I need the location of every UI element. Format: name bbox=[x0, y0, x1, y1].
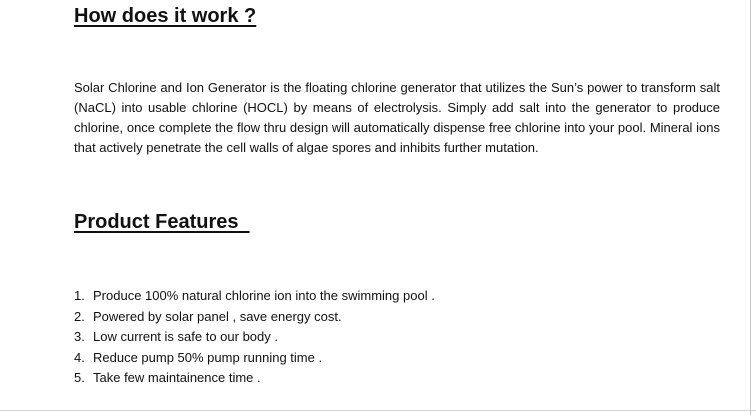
product-features-heading: Product Features bbox=[74, 211, 250, 233]
list-item bbox=[74, 307, 435, 328]
how-it-works-paragraph: Solar Chlorine and Ion Generator is the floating chlorine generator that utilizes the Sun’s power to transform salt (NaCL) into usable chlorine (HOCL) by means of electrolysis. Simply add salt into the generator to produce chlorine, once complete the flow thru design will automatically dispense free chlorine into your pool. Mineral ions that actively penetrate the cell walls of algae spores and inhibits further mutation. bbox=[74, 80, 720, 155]
features-list bbox=[74, 286, 435, 389]
list-item-text: Take few maintainence time . bbox=[93, 370, 261, 385]
page-bottom-border bbox=[0, 410, 756, 411]
list-item-text: Powered by solar panel , save energy cost. bbox=[93, 308, 342, 324]
list-item-text: Reduce pump 50% pump running time . bbox=[93, 349, 323, 365]
list-item-text: Produce 100% natural chlorine ion into the swimming pool . bbox=[93, 288, 435, 303]
list-item bbox=[74, 286, 435, 307]
list-item-number: 5. bbox=[74, 370, 85, 385]
page-right-border bbox=[750, 0, 751, 415]
list-item-number: 4. bbox=[74, 349, 85, 365]
list-item-number: 3. bbox=[74, 329, 85, 344]
how-it-works-heading: How does it work ? bbox=[74, 5, 257, 27]
list-item bbox=[74, 348, 435, 369]
list-item-number: 1. bbox=[74, 288, 85, 303]
list-item bbox=[74, 368, 435, 389]
list-item-number: 2. bbox=[74, 308, 85, 324]
list-item bbox=[74, 327, 435, 348]
list-item-text: Low current is safe to our body . bbox=[93, 329, 278, 344]
